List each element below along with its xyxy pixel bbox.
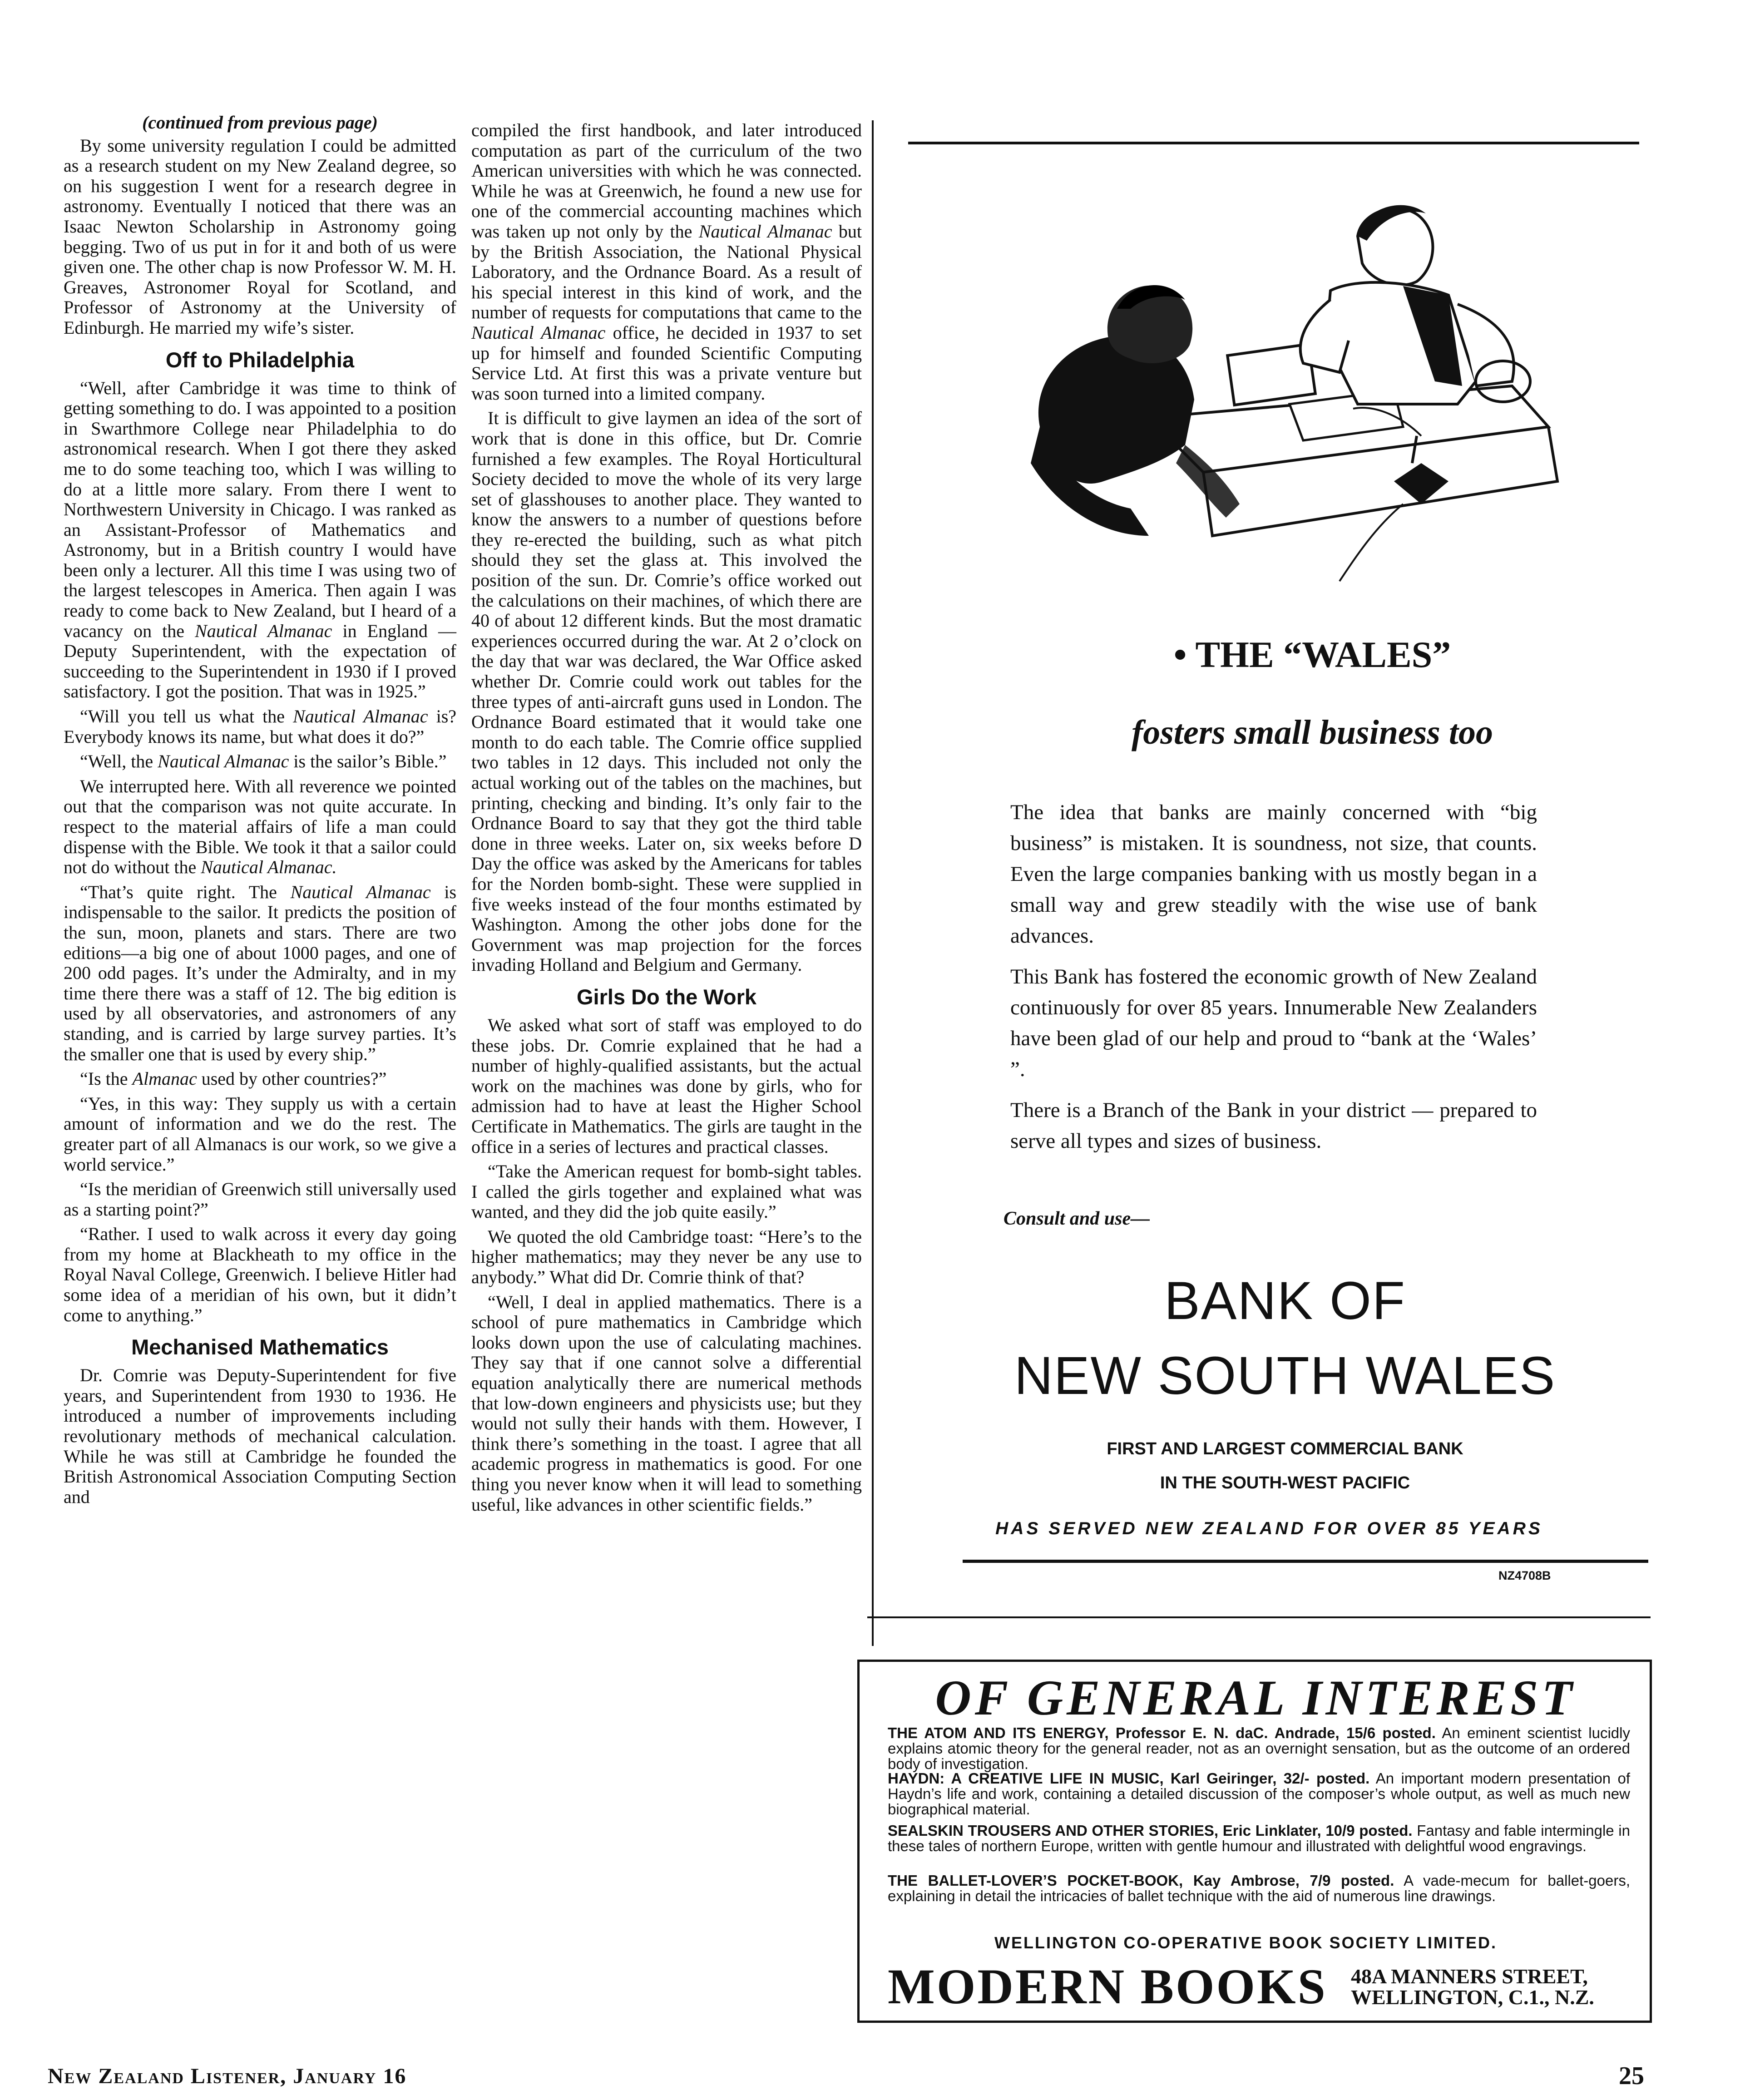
bank-name-line-2: NEW SOUTH WALES	[1014, 1346, 1556, 1406]
paragraph: “Well, after Cambridge it was time to think of getting something to do. I was appointed to a position in Swarthmore College near Philadelphia to do astronomical research. When I got there they asked me to do some teaching too, which I was willing to do at a little more salary. From there I went to Northwestern University in Chicago. I was ranked as an Assistant-Professor of Mathematics and Astronomy, but in a British country I would have been only a lecturer. All this time I was using two of the largest telescopes in America. Then again I was ready to come back to New Zealand, but I heard of a vacancy on the Nautical Almanac in England — Deputy Superintendent, with the expectation of succeeding to the Superintendent in 1930 if I proved satisfactory. I got the position. That was in 1925.”	[64, 377, 456, 702]
book-listing: SEALSKIN TROUSERS AND OTHER STORIES, Eric Linklater, 10/9 posted. Fantasy and fable intermingle in these tales of northern Europe, written with gentle humour and illustrated with delightful wood engravings.	[888, 1822, 1630, 1854]
advert-consult-line: Consult and use—	[1003, 1208, 1150, 1229]
advert-body	[1010, 797, 1537, 1166]
paragraph: “Take the American request for bomb-sight tables. I called the girls together and explained what was wanted, and they did the job quite easily.”	[471, 1161, 862, 1222]
paragraph: “Well, the Nautical Almanac is the sailor’s Bible.”	[80, 751, 447, 772]
bank-subtitle-1: FIRST AND LARGEST COMMERCIAL BANK	[1107, 1439, 1463, 1458]
paragraph: It is difficult to give laymen an idea of the sort of work that is done in this office, but Dr. Comrie furnished a few examples. The Royal Horticultural Society decided to move the whole of its very large set of glasshouses to another place. They wanted to know the answers to a number of questions before they re-erected the building, such as what pitch should they set the glass at. This involved the position of the sun. Dr. Comrie’s office worked out the calculations on their machines, of which there are 40 of about 12 different kinds. But the most dramatic experiences occurred during the war. At 2 o’clock on the day that war was declared, the War Office asked whether Dr. Comrie could work out tables for the three types of anti-aircraft guns used in London. The Ordnance Board estimated that it would take one month to do each table. The Comrie office supplied two tables in 12 days. This included not only the actual working out of the tables on the machines, but printing, checking and binding. It’s only fair to the Ordnance Board to say that they got the third table done in three weeks. Later on, six weeks before D Day the office was asked by the Americans for tables for the Norden bomb-sight. These were supplied in five weeks instead of the four months estimated by Washington. Among the other jobs done for the Government was map projection for the forces invading Holland and Belgium and Germany.	[471, 408, 862, 975]
bank-name-line-1: BANK OF	[1164, 1271, 1406, 1331]
paragraph: We interrupted here. With all reverence we pointed out that the comparison was not quite accurate. In respect to the material affairs of life a man could dispense with the Bible. We took it that a sailor could not do without the Nautical Almanac.	[64, 776, 456, 878]
section-heading: Off to Philadelphia	[165, 347, 355, 372]
advert-bottom-rule	[963, 1560, 1648, 1563]
paragraph: compiled the first handbook, and later introduced computation as part of the curriculum of the two American universities with which he was connected. While he was at Greenwich, he found a new use for one of the commercial accounting machines which was taken up not only by the Nautical Almanac but by the British Association, the National Physical Laboratory, and the Ordnance Board. As a result of his special interest in this kind of work, and the number of requests for computations that came to the Nautical Almanac office, he decided in 1937 to set up for himself and founded Scientific Computing Service Ltd. At first this was a private venture but was soon turned into a limited company.	[471, 120, 862, 404]
section-heading: Girls Do the Work	[576, 984, 757, 1009]
advert-title: • THE “WALES”	[1173, 634, 1451, 675]
advert-code: NZ4708B	[1498, 1569, 1551, 1582]
column-divider	[872, 120, 874, 1646]
advert-top-rule	[908, 142, 1639, 144]
footer-publication: New Zealand Listener, January 16	[48, 2064, 407, 2088]
advert-paragraph: This Bank has fostered the economic growth of New Zealand continuously for over 85 years. Innumerable New Zealanders have been glad of our help and proud to “bank at the ‘Wales’ ”.	[1010, 965, 1537, 1081]
advert-paragraph: There is a Branch of the Bank in your district — prepared to serve all types and sizes of business.	[1010, 1098, 1537, 1153]
bank-illustration	[1013, 191, 1567, 613]
paragraph: “Is the meridian of Greenwich still universally used as a starting point?”	[64, 1179, 456, 1220]
middle-article-column	[471, 120, 862, 1519]
book-society-name: WELLINGTON CO-OPERATIVE BOOK SOCIETY LIMITED.	[994, 1933, 1498, 1952]
bank-subtitle-2: IN THE SOUTH-WEST PACIFIC	[1160, 1473, 1410, 1492]
page-number: 25	[1619, 2062, 1644, 2090]
paragraph: We quoted the old Cambridge toast: “Here’s to the higher mathematics; may they never be any use to anybody.” What did Dr. Comrie think of that?	[471, 1226, 862, 1288]
book-listing: HAYDN: A CREATIVE LIFE IN MUSIC, Karl Geiringer, 32/- posted. An important modern presentation of Haydn’s life and work, containing a detailed discussion of the composer’s whole output, as well as much new biographical material.	[888, 1770, 1630, 1818]
advert-tagline: fosters small business too	[1131, 713, 1493, 751]
paragraph: Dr. Comrie was Deputy-Superintendent for five years, and Superintendent from 1930 to 1936. He introduced a number of improvements including revolutionary methods of mechanical calculation. While he was still at Cambridge he founded the British Astronomical Association Computing Section and	[64, 1365, 456, 1507]
paragraph: “Will you tell us what the Nautical Almanac is? Everybody knows its name, but what does it do?”	[64, 706, 457, 747]
continued-note: (continued from previous page)	[142, 112, 378, 133]
book-listing: THE ATOM AND ITS ENERGY, Professor E. N. daC. Andrade, 15/6 posted. An eminent scientist lucidly explains atomic theory for the general reader, not as an overnight sensation, but as the outcome of an ordered body of investigation.	[888, 1724, 1630, 1772]
paragraph: “Yes, in this way: They supply us with a certain amount of information and we do the rest. The greater part of all Almanacs is our work, so we give a world service.”	[64, 1093, 456, 1175]
general-interest-title: OF GENERAL INTEREST	[935, 1670, 1576, 1725]
modern-books-address: 48A MANNERS STREET, WELLINGTON, C.1., N.Z.	[1351, 1965, 1594, 2009]
paragraph: “That’s quite right. The Nautical Almanac is indispensable to the sailor. It predicts the position of the sun, moon, planets and stars. There are two editions—a big one of about 1000 pages, and one of 200 odd pages. It’s under the Admiralty, and in my time there there was a staff of 12. The big edition is used by all observatories, and astronomers of any standing, and is carried by large survey parties. It’s the smaller one that is used by every ship.”	[64, 881, 457, 1064]
bank-served-line: HAS SERVED NEW ZEALAND FOR OVER 85 YEARS	[995, 1519, 1543, 1538]
paragraph: We asked what sort of staff was employed to do these jobs. Dr. Comrie explained that he had a number of highly-qualified assistants, but the actual work on the machines was done by girls, who for admission had to have at least the Higher School Certificate in Mathematics. The girls are taught in the office in a series of lectures and practical classes.	[471, 1014, 862, 1157]
paragraph: “Rather. I used to walk across it every day going from my home at Blackheath to my office in the Royal Naval College, Greenwich. I believe Hitler had some idea of a meridian of his own, but it didn’t come to anything.”	[64, 1224, 456, 1325]
section-divider	[867, 1616, 1651, 1618]
left-article-column	[64, 113, 456, 1512]
paragraph: By some university regulation I could be admitted as a research student on my New Zealand degree, so on his suggestion I went for a research degree in astronomy. Eventually I noticed that there was an Isaac Newton Scholarship in Astronomy going begging. Two of us put in for it and both of us were given one. The other chap is now Professor W. M. H. Greaves, Astronomer Royal for Scotland, and Professor of Astronomy at the University of Edinburgh. He married my wife’s sister.	[64, 135, 456, 338]
advert-paragraph: The idea that banks are mainly concerned with “big business” is mistaken. It is soundness, not size, that counts. Even the large companies banking with us mostly began in a small way and grew steadily with the wise use of bank advances.	[1010, 800, 1537, 948]
paragraph: “Well, I deal in applied mathematics. There is a school of pure mathematics in Cambridge which looks down upon the use of calculating machines. They say that if one cannot solve a differential equation analytically there are numerical methods that low-down engineers and physicists use; but they would not sully their hands with them. However, I think there’s something in the toast. I agree that all academic progress in mathematics is good. For one thing you never know when it will lead to something useful, like advances in other scientific fields.”	[471, 1291, 862, 1515]
section-heading: Mechanised Mathematics	[131, 1335, 389, 1359]
paragraph: “Is the Almanac used by other countries?”	[80, 1068, 387, 1089]
book-listing: THE BALLET-LOVER’S POCKET-BOOK, Kay Ambrose, 7/9 posted. A vade-mecum for ballet-goers, explaining in detail the intricacies of ballet technique with the aid of numerous line drawings.	[888, 1872, 1630, 1904]
modern-books-logo: MODERN BOOKS	[888, 1959, 1327, 2014]
